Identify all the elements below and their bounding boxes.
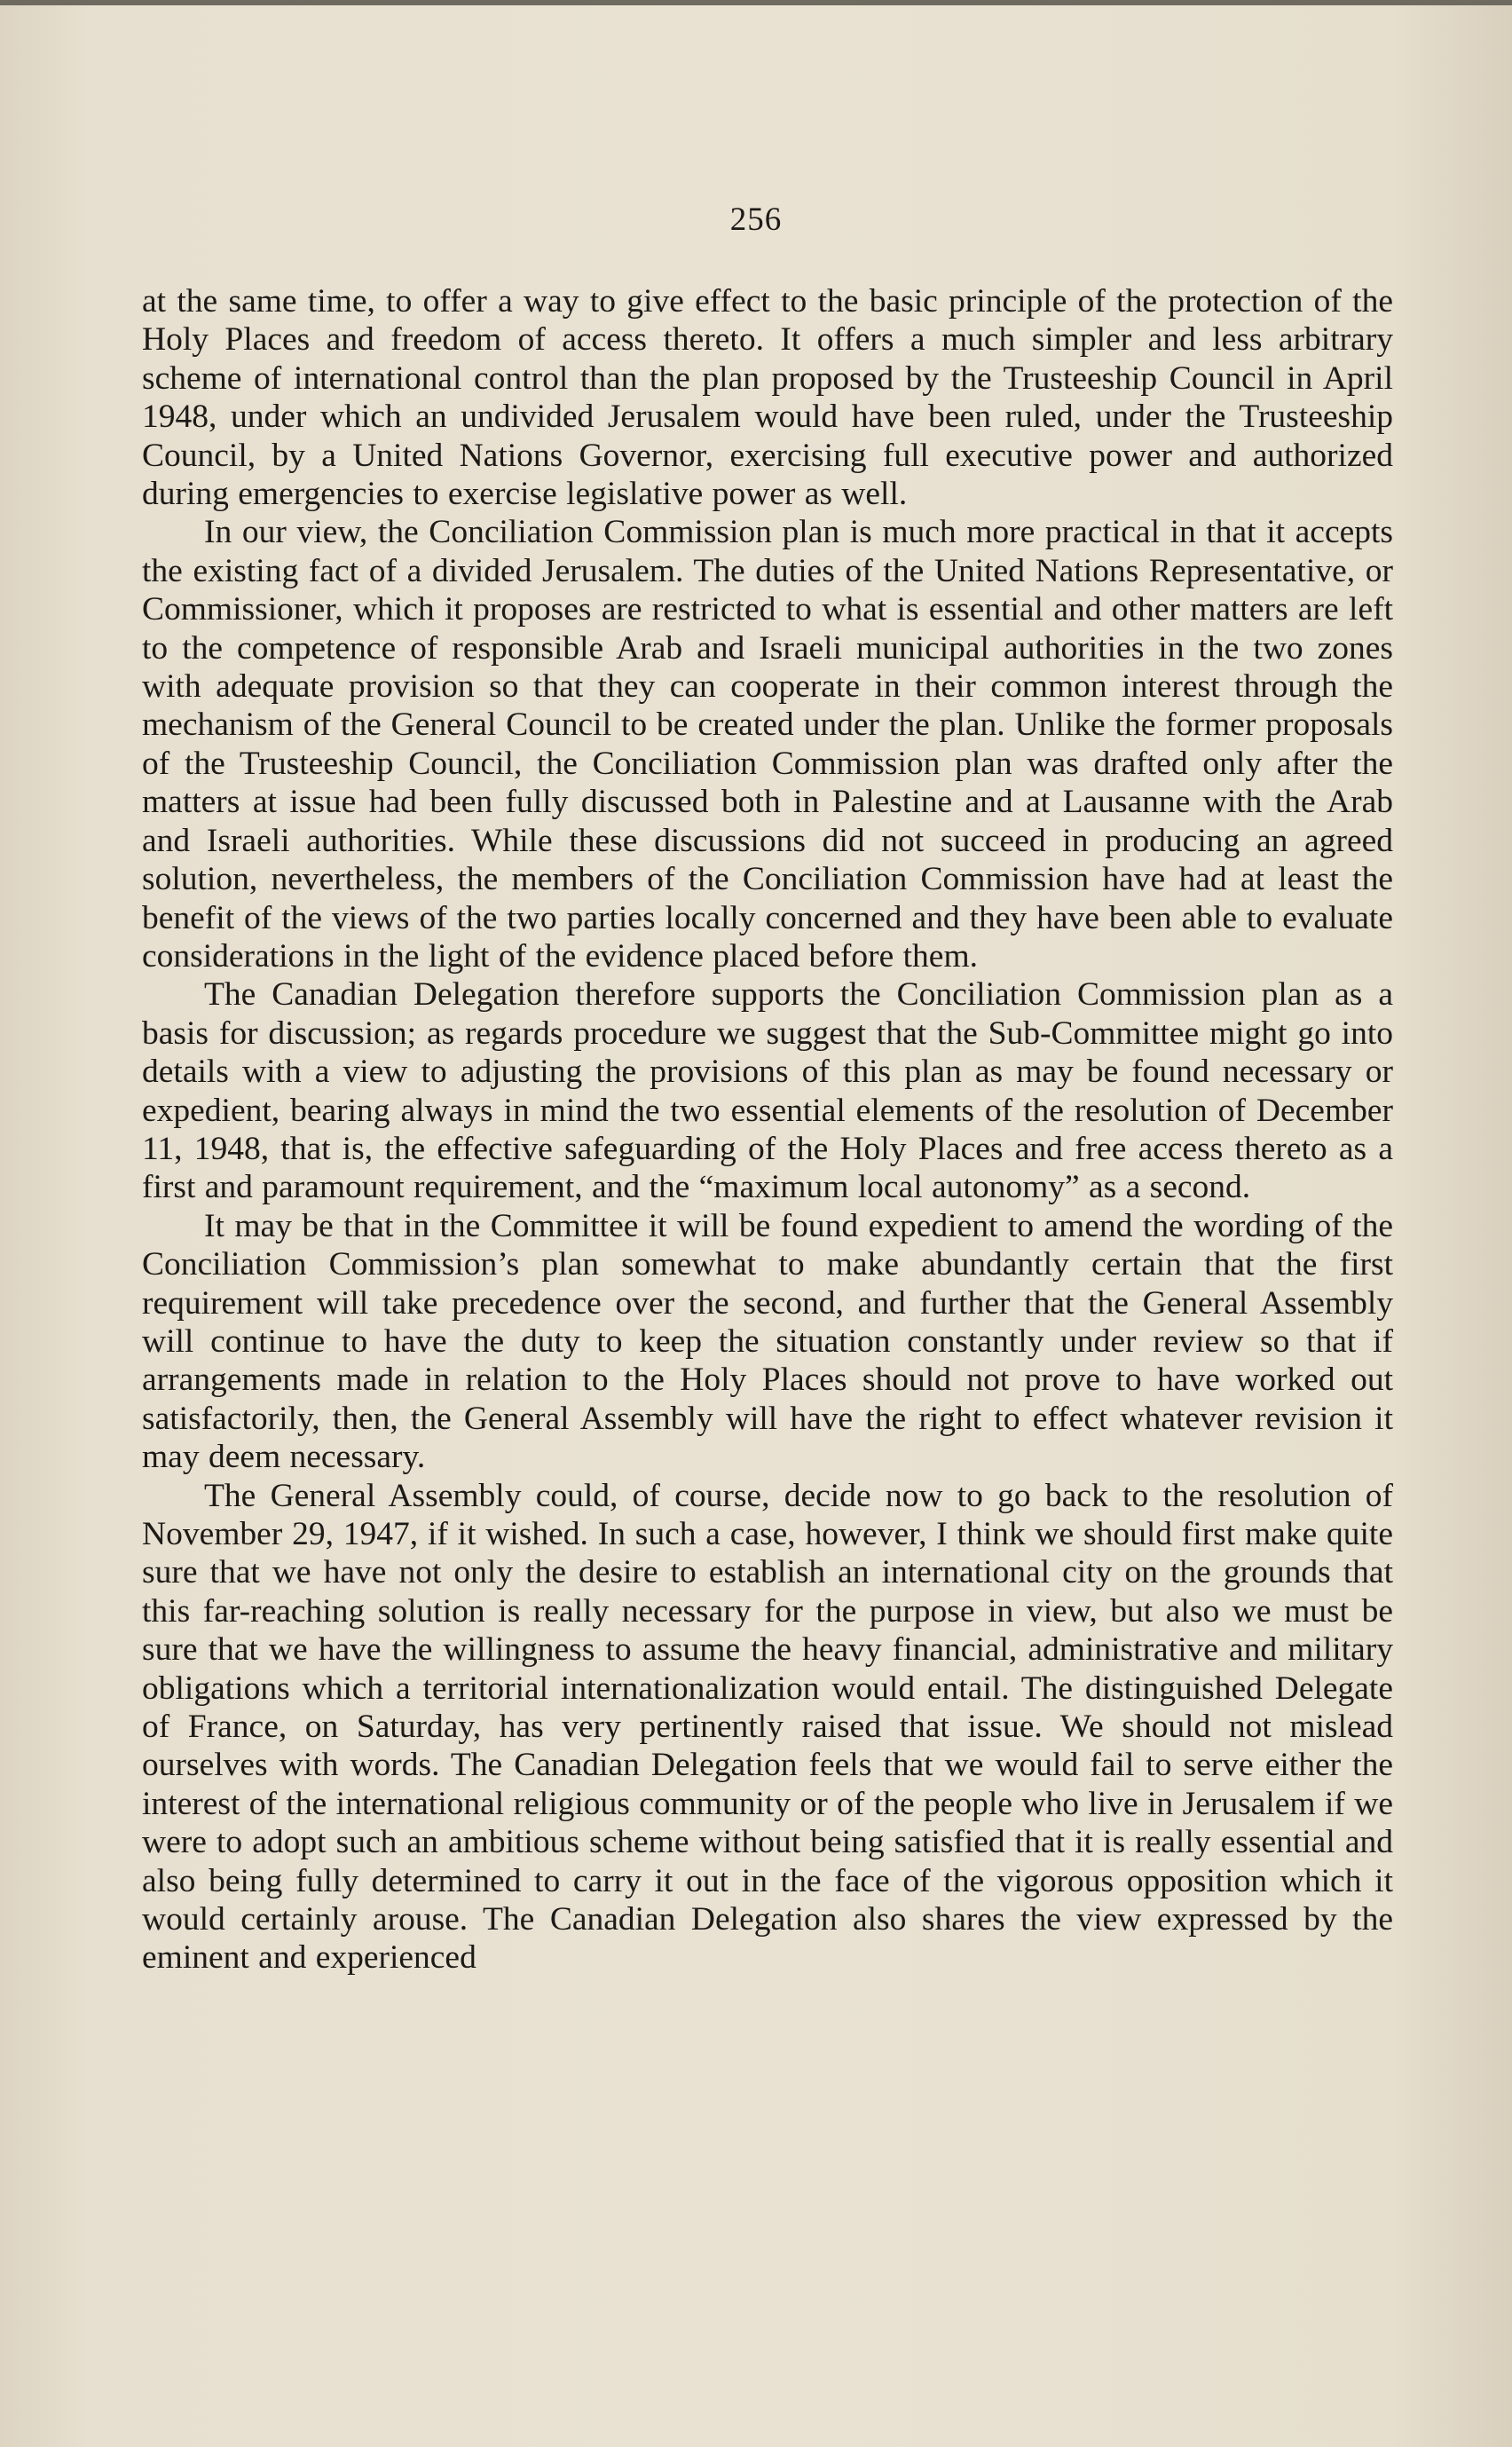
body-text bbox=[142, 282, 1393, 1977]
paragraph: The Canadian Delegation therefore supports the Conciliation Commission plan as a basis for discussion; as regards procedure we suggest that the Sub-Committee might go into details with a view to adjusting the provisions of this plan as may be found necessary or expedient, bearing always in mind the two essential elements of the resolution of December 11, 1948, that is, the effective safeguarding of the Holy Places and free access thereto as a first and paramount requirement, and the “maximum local autonomy” as a second. bbox=[142, 976, 1393, 1206]
paragraph-continued: at the same time, to offer a way to give effect to the basic principle of the protection of the Holy Places and freedom of access thereto. It offers a much simpler and less arbitrary scheme of international control than the plan proposed by the Trusteeship Council in April 1948, under which an undivided Jerusalem would have been ruled, under the Trusteeship Council, by a United Nations Governor, exercising full executive power and authorized during emergencies to exercise legislative power as well. bbox=[142, 283, 1393, 513]
page-number: 256 bbox=[729, 201, 783, 238]
paragraph: It may be that in the Committee it will be found expedient to amend the wording of the Conciliation Commission’s plan somewhat to make abundantly certain that the first requirement will take precedence over the second, and further that the General Assembly will continue to have the duty to keep the situation constantly under review so that if arrangements made in relation to the Holy Places should not prove to have worked out satisfactorily, then, the General Assembly will have the right to effect whatever revision it may deem necessary. bbox=[142, 1207, 1393, 1476]
page-top-edge bbox=[0, 0, 1512, 5]
paragraph: In our view, the Conciliation Commission plan is much more practical in that it accepts the existing fact of a divided Jerusalem. The duties of the United Nations Representative, or Commissioner, which it proposes are restricted to what is essential and other matters are left to the competence of responsible Arab and Israeli municipal authorities in the two zones with adequate provision so that they can cooperate in their common interest through the mechanism of the General Council to be created under the plan. Unlike the former proposals of the Trusteeship Council, the Conciliation Commission plan was drafted only after the matters at issue had been fully discussed both in Palestine and at Lausanne with the Arab and Israeli authorities. While these discussions did not succeed in producing an agreed solution, nevertheless, the members of the Conciliation Commission have had at least the benefit of the views of the two parties locally concerned and they have been able to evaluate considerations in the light of the evidence placed before them. bbox=[142, 514, 1393, 975]
paragraph: The General Assembly could, of course, decide now to go back to the resolution of November 29, 1947, if it wished. In such a case, however, I think we should first make quite sure that we have not only the desire to establish an international city on the grounds that this far-reaching solution is really necessary for the purpose in view, but also we must be sure that we have the willingness to assume the heavy financial, administrative and military obligations which a territorial internationalization would entail. The distinguished Delegate of France, on Saturday, has very pertinently raised that issue. We should not mislead ourselves with words. The Canadian Delegation feels that we would fail to serve either the interest of the international religious community or of the people who live in Jerusalem if we were to adopt such an ambitious scheme without being satisfied that it is really essential and also being fully determined to carry it out in the face of the vigorous opposition which it would certainly arouse. The Canadian Delegation also shares the view expressed by the eminent and experienced bbox=[142, 1477, 1393, 1977]
